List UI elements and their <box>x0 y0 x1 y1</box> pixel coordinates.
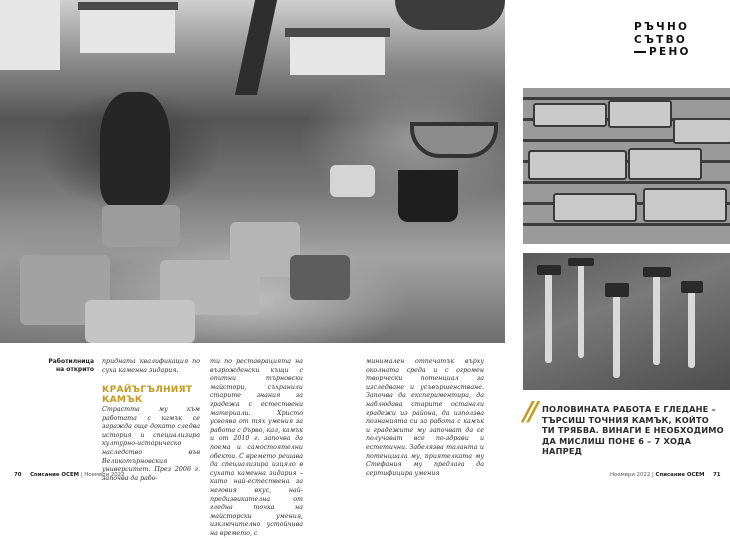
photo-tools <box>523 253 730 390</box>
photo-wall-block <box>553 193 637 222</box>
photo-tool-handle <box>653 275 660 365</box>
brand-line-1: РЪЧНО <box>634 21 690 33</box>
subheading-line-2: КАМЪК <box>102 395 143 405</box>
column-1-body: Страстта му към работата с камък се заражда още докато следва история и специализира културно-историческо наследство във Великотърновския университет. През 2006 г. започва да рабо- <box>102 406 200 482</box>
photo-house-right <box>290 35 385 75</box>
photo-wheelbarrow <box>410 122 498 158</box>
photo-roof <box>78 2 178 10</box>
brand-line-3-text: РЕНО <box>649 46 691 58</box>
footer-left <box>14 472 125 478</box>
subheading-line-1: КРАЙЪГЪЛНИЯТ <box>102 385 193 395</box>
photo-tool-head <box>568 258 594 266</box>
photo-stone <box>102 205 180 247</box>
column-1-intro: придната квалификация по суха каменна зидария. <box>102 358 200 374</box>
photo-wall-block <box>628 148 702 180</box>
photo-main <box>0 0 505 343</box>
column-3-body: минимален отпечатък върху околната среда и с огромен творчески потенциал за изследване и усъвършенстване. Започва да експериментира, да наблюдава старите останали градежи из района, да използва познанията си за работа с камък и градежите му започват да се получават все по-здрави и естетични. Забелязва таланта и потенциала му, приятелката му Стефания му предлага да сертифицира умения <box>366 358 484 477</box>
photo-stone-wall <box>523 88 730 244</box>
footer-right <box>610 472 721 478</box>
photo-wall-block <box>643 188 727 222</box>
photo-worker <box>100 92 170 207</box>
brand-line-2: СЪТВО <box>634 33 688 46</box>
photo-stone <box>330 165 375 197</box>
brand-dash <box>634 51 646 53</box>
pull-quote: ПОЛОВИНАТА РАБОТА Е ГЛЕДАНЕ – ТЪРСИШ ТОЧНИЯ КАМЪК, КОЙТО ТИ ТРЯБВА. ВИНАГИ Е НЕОБХОДИМО ДА МИСЛИШ ПОНЕ 6 – 7 ХОДА НАПРЕД <box>542 404 724 457</box>
photo-tool-handle <box>578 263 584 358</box>
photo-stone <box>290 255 350 300</box>
magazine-name-left: Списание ОСЕМ <box>30 472 80 478</box>
photo-tool-head <box>681 281 703 293</box>
brand-line-3 <box>634 46 708 59</box>
photo-wall-block <box>528 150 627 180</box>
photo-tool-handle <box>688 288 695 368</box>
photo-house-back <box>80 8 175 53</box>
photo-wall-block <box>533 103 607 127</box>
photo-tool-head <box>537 265 561 275</box>
photo-wall-block <box>608 100 672 128</box>
photo-caption <box>42 358 94 374</box>
section-subheading <box>102 385 202 405</box>
photo-house-left <box>0 0 60 70</box>
photo-tool-head <box>605 283 629 297</box>
photo-stone <box>85 300 195 343</box>
issue-left: | Ноември 2022 <box>80 472 125 478</box>
page-number-left: 70 <box>14 472 22 478</box>
column-2-body: ти по реставрацията на възрожденски къщи с опитни търновски майстори, съхранили старите знания за градежа с естествени материали. Христо усвоява от тях умения за работа с дърво, кал, камък и от 2010 г. започва да поема и самостоятелни обекти. С времето решава да специализира изцяло в сухата каменна зидария – като най-естествена за неговия вкус, най-предизвикателна от гледна точка на майсторски умения, изключително устойчива на времето, с <box>210 358 303 537</box>
photo-wall-block <box>673 118 730 144</box>
photo-tool-head <box>643 267 671 277</box>
photo-tool-handle <box>545 273 552 363</box>
photo-roof-right <box>285 28 390 37</box>
caption-line-1: Работилница <box>48 358 94 365</box>
issue-right: Ноември 2022 | <box>610 472 654 478</box>
section-brand <box>634 21 708 59</box>
quote-mark-icon: // <box>519 397 538 427</box>
magazine-name-right: Списание ОСЕМ <box>655 472 705 478</box>
photo-foliage <box>395 0 505 30</box>
photo-tree-trunk <box>235 0 277 95</box>
caption-line-2: на открито <box>55 366 94 373</box>
photo-bucket <box>398 170 458 222</box>
page-number-right: 71 <box>713 472 721 478</box>
photo-tool-handle <box>613 293 620 378</box>
